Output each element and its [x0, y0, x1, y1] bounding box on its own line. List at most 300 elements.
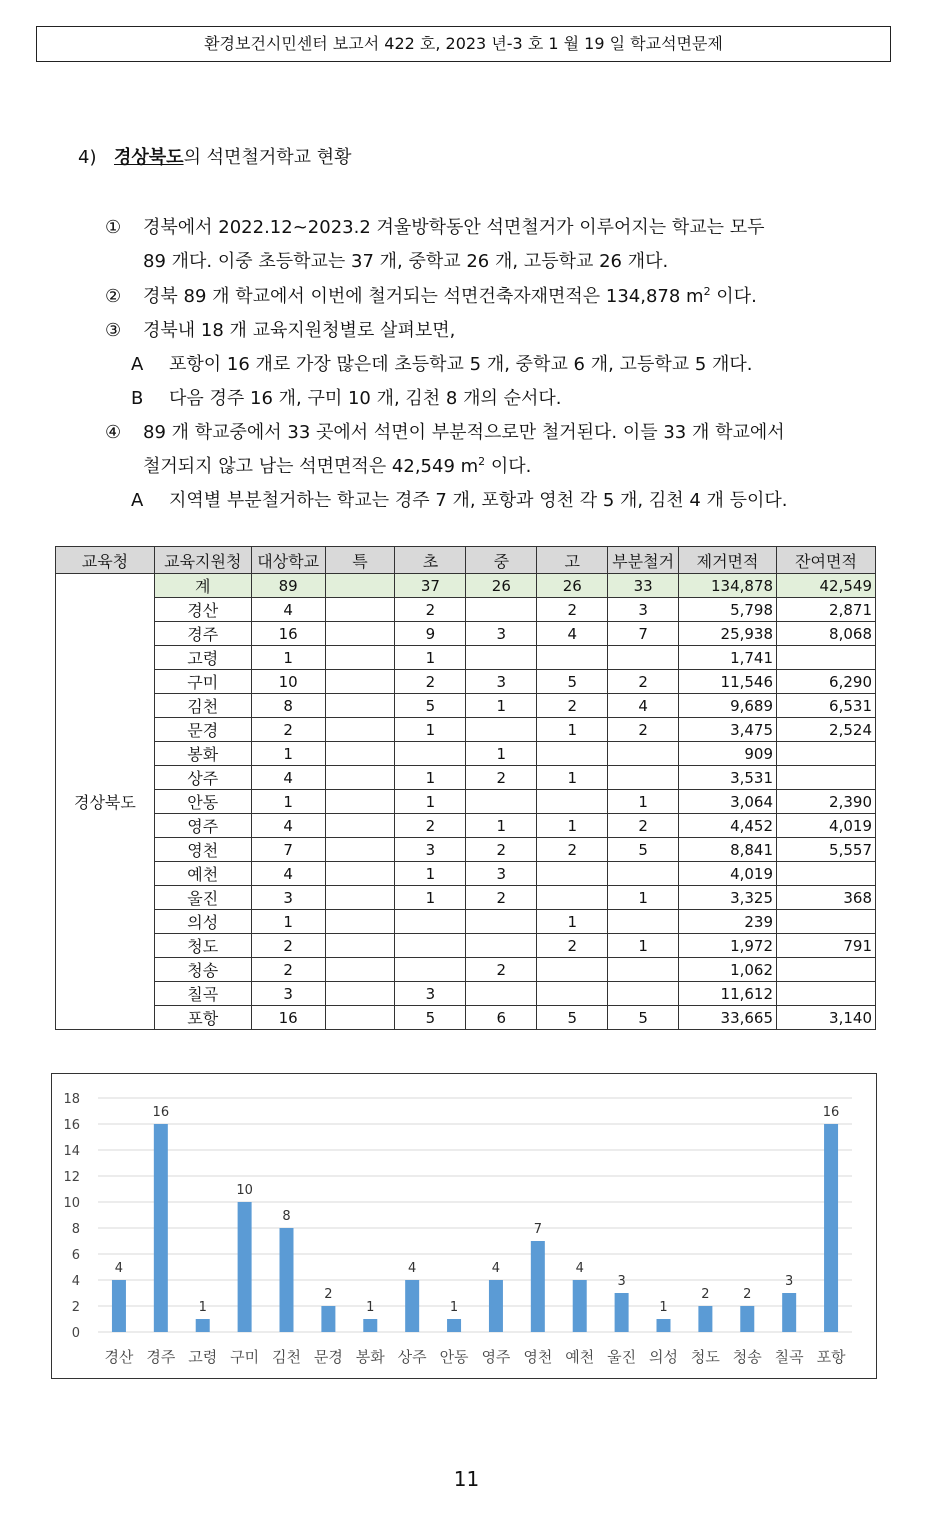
- table-cell-special: [325, 838, 395, 862]
- table-cell-mid: 6: [466, 1006, 537, 1030]
- table-cell-high: 5: [537, 1006, 608, 1030]
- table-cell-target: 89: [251, 574, 325, 598]
- data-label: 4: [408, 1261, 417, 1276]
- data-label: 4: [114, 1261, 124, 1276]
- table-cell-partial: 7: [608, 622, 679, 646]
- table-cell-high: [537, 886, 608, 910]
- table-total-row: [56, 574, 876, 598]
- table-row: [56, 598, 876, 622]
- data-label: 2: [324, 1287, 333, 1302]
- table-header-cell: 교육지원청: [154, 547, 251, 574]
- table-cell-target: 1: [251, 742, 325, 766]
- bar: [280, 1228, 294, 1332]
- table-cell-removed: 11,612: [679, 982, 777, 1006]
- table-cell-target: 8: [251, 694, 325, 718]
- table-header-cell: 대상학교: [251, 547, 325, 574]
- table-cell-removed: 25,938: [679, 622, 777, 646]
- table-district-cell: 의성: [154, 910, 251, 934]
- table-cell-high: 2: [537, 838, 608, 862]
- table-district-cell: 청송: [154, 958, 251, 982]
- table-district-cell: 경산: [154, 598, 251, 622]
- bar: [238, 1202, 252, 1332]
- table-cell-elem: 1: [395, 886, 466, 910]
- table-row: [56, 766, 876, 790]
- table-cell-target: 3: [251, 886, 325, 910]
- bar: [740, 1306, 754, 1332]
- table-cell-elem: 5: [395, 694, 466, 718]
- table-cell-elem: 2: [395, 814, 466, 838]
- schools-table: [55, 546, 876, 1030]
- table-district-cell: 예천: [154, 862, 251, 886]
- data-label: 1: [198, 1300, 207, 1315]
- table-cell-removed: 3,064: [679, 790, 777, 814]
- table-district-cell: 문경: [154, 718, 251, 742]
- paragraph-2-sup: 2: [703, 285, 711, 298]
- table-cell-elem: [395, 958, 466, 982]
- table-cell-partial: 5: [608, 1006, 679, 1030]
- paragraph-4-sup: 2: [478, 455, 486, 468]
- x-tick-label: 영천: [523, 1348, 553, 1366]
- table-cell-target: 1: [251, 790, 325, 814]
- table-cell-partial: 2: [608, 814, 679, 838]
- table-cell-special: [325, 862, 395, 886]
- paragraph-3b: [131, 384, 561, 410]
- table-cell-removed: 4,452: [679, 814, 777, 838]
- table-row: [56, 790, 876, 814]
- bar: [447, 1319, 461, 1332]
- x-tick-label: 청도: [690, 1348, 720, 1366]
- section-title-rest: 의 석면철거학교 현황: [183, 147, 352, 168]
- table-cell-high: [537, 982, 608, 1006]
- table-cell-remaining: [777, 646, 876, 670]
- data-label: 16: [152, 1105, 170, 1120]
- paragraph-4-text-1: 89 개 학교중에서 33 곳에서 석면이 부분적으로만 철거된다. 이들 33 개 학교에서: [143, 422, 785, 443]
- table-cell-special: [325, 598, 395, 622]
- table-cell-removed: 4,019: [679, 862, 777, 886]
- data-label: 1: [659, 1300, 668, 1315]
- paragraph-4-line-1: [105, 418, 785, 444]
- table-row: [56, 934, 876, 958]
- y-tick-label: 6: [71, 1248, 80, 1263]
- table-cell-mid: [466, 790, 537, 814]
- table-cell-removed: 1,972: [679, 934, 777, 958]
- table-cell-high: 1: [537, 814, 608, 838]
- data-label: 1: [449, 1300, 459, 1315]
- bar: [615, 1293, 629, 1332]
- table-header-cell: 초: [395, 547, 466, 574]
- table-cell-partial: 1: [608, 790, 679, 814]
- paragraph-4-line-2: [143, 452, 531, 478]
- table-cell-remaining: 6,531: [777, 694, 876, 718]
- paragraph-4-mark: ④: [105, 422, 122, 443]
- table-cell-partial: 1: [608, 934, 679, 958]
- table-cell-high: [537, 790, 608, 814]
- paragraph-2: [105, 282, 757, 308]
- table-district-cell: 경주: [154, 622, 251, 646]
- table-cell-elem: 37: [395, 574, 466, 598]
- table-cell-elem: 2: [395, 670, 466, 694]
- table-cell-target: 4: [251, 862, 325, 886]
- paragraph-3a-text: 포항이 16 개로 가장 많은데 초등학교 5 개, 중학교 6 개, 고등학교 5 개다.: [169, 354, 753, 375]
- paragraph-4-text-2: 철거되지 않고 남는 석면면적은 42,549 m: [143, 456, 479, 477]
- table-cell-elem: 1: [395, 646, 466, 670]
- table-cell-special: [325, 766, 395, 790]
- x-tick-label: 고령: [188, 1348, 218, 1366]
- x-tick-label: 김천: [272, 1348, 301, 1366]
- section-title-bold: 경상북도: [114, 147, 184, 168]
- table-cell-special: [325, 718, 395, 742]
- table-cell-mid: 26: [466, 574, 537, 598]
- table-cell-mid: 2: [466, 886, 537, 910]
- x-tick-label: 영주: [481, 1348, 511, 1366]
- table-cell-partial: [608, 958, 679, 982]
- table-cell-partial: [608, 910, 679, 934]
- table-cell-partial: 2: [608, 670, 679, 694]
- table-cell-special: [325, 886, 395, 910]
- table-district-cell: 상주: [154, 766, 251, 790]
- table-cell-special: [325, 790, 395, 814]
- bar-chart: [52, 1074, 876, 1378]
- table-cell-partial: 2: [608, 718, 679, 742]
- table-row: [56, 814, 876, 838]
- table-cell-remaining: [777, 766, 876, 790]
- data-label: 2: [743, 1287, 752, 1302]
- report-header: [36, 26, 891, 62]
- bar: [573, 1280, 587, 1332]
- table-header-cell: 잔여면적: [777, 547, 876, 574]
- table-cell-elem: [395, 934, 466, 958]
- data-label: 2: [701, 1287, 710, 1302]
- y-tick-label: 8: [71, 1222, 80, 1237]
- table-cell-target: 1: [251, 646, 325, 670]
- x-tick-label: 포항: [816, 1348, 846, 1366]
- table-row: [56, 838, 876, 862]
- table-cell-mid: 2: [466, 838, 537, 862]
- table-cell-removed: 11,546: [679, 670, 777, 694]
- table-cell-elem: 3: [395, 982, 466, 1006]
- bar: [824, 1124, 838, 1332]
- table-district-cell: 계: [154, 574, 251, 598]
- table-cell-removed: 9,689: [679, 694, 777, 718]
- x-tick-label: 안동: [439, 1348, 469, 1366]
- table-cell-remaining: [777, 982, 876, 1006]
- bar: [489, 1280, 503, 1332]
- x-tick-label: 경주: [146, 1348, 176, 1366]
- y-tick-label: 0: [71, 1326, 80, 1341]
- table-cell-mid: [466, 718, 537, 742]
- table-cell-target: 3: [251, 982, 325, 1006]
- table-cell-removed: 909: [679, 742, 777, 766]
- table-cell-remaining: 2,871: [777, 598, 876, 622]
- data-label: 8: [282, 1209, 291, 1224]
- table-cell-partial: [608, 646, 679, 670]
- paragraph-3b-text: 다음 경주 16 개, 구미 10 개, 김천 8 개의 순서다.: [169, 388, 562, 409]
- paragraph-3a-mark: A: [131, 354, 144, 375]
- table-header-cell: 특: [325, 547, 395, 574]
- bar: [782, 1293, 796, 1332]
- table-cell-remaining: 5,557: [777, 838, 876, 862]
- data-label: 1: [366, 1300, 375, 1315]
- table-body: [56, 574, 876, 1030]
- x-tick-label: 청송: [732, 1348, 762, 1366]
- table-cell-remaining: [777, 910, 876, 934]
- table-cell-target: 16: [251, 622, 325, 646]
- table-cell-removed: 3,325: [679, 886, 777, 910]
- data-label: 10: [236, 1183, 253, 1198]
- table-cell-remaining: [777, 958, 876, 982]
- bar: [657, 1319, 671, 1332]
- table-cell-remaining: 6,290: [777, 670, 876, 694]
- table-cell-mid: [466, 982, 537, 1006]
- table-row: [56, 742, 876, 766]
- x-tick-label: 경산: [104, 1348, 134, 1366]
- y-tick-label: 2: [71, 1300, 80, 1315]
- paragraph-4a-mark: A: [131, 490, 144, 511]
- bar: [112, 1280, 126, 1332]
- table-cell-high: 2: [537, 598, 608, 622]
- report-header-text: 환경보건시민센터 보고서 422 호, 2023 년-3 호 1 월 19 일 학교석면문제: [204, 34, 723, 53]
- table-cell-partial: 5: [608, 838, 679, 862]
- table-district-cell: 포항: [154, 1006, 251, 1030]
- table-cell-target: 1: [251, 910, 325, 934]
- paragraph-3b-mark: B: [131, 388, 144, 409]
- table-cell-high: 5: [537, 670, 608, 694]
- page-number: 11: [453, 1467, 480, 1491]
- table-row: [56, 646, 876, 670]
- table-cell-special: [325, 910, 395, 934]
- y-tick-label: 12: [63, 1170, 80, 1185]
- table-cell-remaining: 8,068: [777, 622, 876, 646]
- paragraph-3-text: 경북내 18 개 교육지원청별로 살펴보면,: [143, 320, 456, 341]
- table-row: [56, 862, 876, 886]
- data-label: 4: [575, 1261, 584, 1276]
- x-tick-label: 봉화: [355, 1348, 385, 1366]
- table-cell-mid: 2: [466, 958, 537, 982]
- paragraph-4-tail: 이다.: [485, 456, 532, 477]
- chart-container: [51, 1073, 877, 1379]
- table-cell-partial: 3: [608, 598, 679, 622]
- table-cell-high: 26: [537, 574, 608, 598]
- x-tick-label: 울진: [607, 1348, 637, 1366]
- table-cell-elem: 5: [395, 1006, 466, 1030]
- table-cell-mid: 3: [466, 862, 537, 886]
- table-cell-mid: 1: [466, 814, 537, 838]
- table-district-cell: 구미: [154, 670, 251, 694]
- table-cell-high: [537, 646, 608, 670]
- table-cell-remaining: 3,140: [777, 1006, 876, 1030]
- table-cell-high: [537, 958, 608, 982]
- table-cell-partial: [608, 766, 679, 790]
- bar: [405, 1280, 419, 1332]
- table-cell-remaining: 2,390: [777, 790, 876, 814]
- paragraph-4a: [131, 486, 788, 512]
- paragraph-2-mark: ②: [105, 286, 122, 307]
- paragraph-1-mark: ①: [105, 217, 122, 238]
- table-cell-high: 1: [537, 718, 608, 742]
- table-district-cell: 영주: [154, 814, 251, 838]
- table-cell-remaining: 368: [777, 886, 876, 910]
- table-cell-partial: [608, 862, 679, 886]
- y-tick-label: 10: [63, 1196, 80, 1211]
- data-label: 7: [533, 1222, 542, 1237]
- table-cell-elem: 2: [395, 598, 466, 622]
- table-cell-high: 2: [537, 934, 608, 958]
- table-district-cell: 칠곡: [154, 982, 251, 1006]
- table-cell-removed: 239: [679, 910, 777, 934]
- table-cell-mid: [466, 646, 537, 670]
- table-cell-target: 16: [251, 1006, 325, 1030]
- table-cell-removed: 8,841: [679, 838, 777, 862]
- y-tick-label: 4: [71, 1274, 80, 1289]
- bar: [363, 1319, 377, 1332]
- table-header-cell: 제거면적: [679, 547, 777, 574]
- table-cell-partial: 1: [608, 886, 679, 910]
- table-row: [56, 1006, 876, 1030]
- table-cell-remaining: [777, 862, 876, 886]
- table-cell-high: 2: [537, 694, 608, 718]
- table-district-cell: 고령: [154, 646, 251, 670]
- data-label: 4: [491, 1261, 501, 1276]
- table-cell-partial: 4: [608, 694, 679, 718]
- table-row: [56, 670, 876, 694]
- paragraph-1-text-1: 경북에서 2022.12~2023.2 겨울방학동안 석면철거가 이루어지는 학교는 모두: [143, 217, 765, 238]
- table-cell-elem: [395, 742, 466, 766]
- table-row: [56, 694, 876, 718]
- table-cell-mid: [466, 910, 537, 934]
- bar: [196, 1319, 210, 1332]
- table-cell-special: [325, 1006, 395, 1030]
- table-cell-high: [537, 862, 608, 886]
- paragraph-2-text: 경북 89 개 학교에서 이번에 철거되는 석면건축자재면적은 134,878 m: [143, 286, 704, 307]
- data-label: 3: [617, 1274, 626, 1289]
- table-cell-remaining: [777, 742, 876, 766]
- x-tick-label: 문경: [313, 1348, 343, 1366]
- x-tick-label: 칠곡: [774, 1348, 804, 1366]
- table-cell-elem: 1: [395, 718, 466, 742]
- paragraph-1-line-2: [143, 247, 668, 273]
- table-cell-removed: 3,475: [679, 718, 777, 742]
- x-tick-label: 예천: [565, 1348, 595, 1366]
- table-cell-remaining: 4,019: [777, 814, 876, 838]
- table-row: [56, 718, 876, 742]
- bar: [154, 1124, 168, 1332]
- table-cell-target: 10: [251, 670, 325, 694]
- table-cell-removed: 1,062: [679, 958, 777, 982]
- table-row: [56, 886, 876, 910]
- y-tick-label: 18: [63, 1092, 80, 1107]
- table-cell-elem: 3: [395, 838, 466, 862]
- table-cell-elem: 9: [395, 622, 466, 646]
- paragraph-4a-text: 지역별 부분철거하는 학교는 경주 7 개, 포항과 영천 각 5 개, 김천 4 개 등이다.: [169, 490, 788, 511]
- table-district-cell: 김천: [154, 694, 251, 718]
- data-label: 3: [785, 1274, 794, 1289]
- table-cell-special: [325, 982, 395, 1006]
- x-tick-label: 상주: [397, 1348, 427, 1366]
- table-header-row: [56, 547, 876, 574]
- table-cell-special: [325, 934, 395, 958]
- table-cell-mid: 3: [466, 670, 537, 694]
- table-cell-special: [325, 670, 395, 694]
- paragraph-1-text-2: 89 개다. 이중 초등학교는 37 개, 중학교 26 개, 고등학교 26 개다.: [143, 251, 669, 272]
- table-header-cell: 부분철거: [608, 547, 679, 574]
- table-cell-special: [325, 646, 395, 670]
- table-cell-remaining: 2,524: [777, 718, 876, 742]
- table-cell-mid: 1: [466, 694, 537, 718]
- table-district-cell: 봉화: [154, 742, 251, 766]
- bar: [321, 1306, 335, 1332]
- data-label: 16: [822, 1105, 840, 1120]
- table-cell-special: [325, 814, 395, 838]
- table-cell-target: 2: [251, 718, 325, 742]
- table-cell-partial: [608, 742, 679, 766]
- table-cell-special: [325, 694, 395, 718]
- bar: [531, 1241, 545, 1332]
- table-district-cell: 울진: [154, 886, 251, 910]
- table-row: [56, 910, 876, 934]
- table-cell-mid: 3: [466, 622, 537, 646]
- x-tick-label: 구미: [230, 1348, 260, 1366]
- table-header-cell: 중: [466, 547, 537, 574]
- table-cell-target: 7: [251, 838, 325, 862]
- table-cell-target: 2: [251, 958, 325, 982]
- section-title: [78, 143, 352, 169]
- table-row: [56, 958, 876, 982]
- table-cell-high: 1: [537, 910, 608, 934]
- table-district-cell: 영천: [154, 838, 251, 862]
- table-cell-remaining: 42,549: [777, 574, 876, 598]
- table-cell-elem: 1: [395, 862, 466, 886]
- y-tick-label: 16: [63, 1118, 80, 1133]
- table-cell-high: 1: [537, 766, 608, 790]
- table-cell-high: [537, 742, 608, 766]
- y-tick-label: 14: [63, 1144, 80, 1159]
- table-district-cell: 안동: [154, 790, 251, 814]
- table-cell-removed: 33,665: [679, 1006, 777, 1030]
- table-cell-target: 4: [251, 598, 325, 622]
- paragraph-1-line-1: [105, 213, 765, 239]
- table-cell-partial: [608, 982, 679, 1006]
- table-cell-target: 2: [251, 934, 325, 958]
- table-cell-removed: 134,878: [679, 574, 777, 598]
- paragraph-3a: [131, 350, 753, 376]
- table-header-cell: 교육청: [56, 547, 155, 574]
- table-cell-removed: 5,798: [679, 598, 777, 622]
- paragraph-2-tail: 이다.: [710, 286, 757, 307]
- table-cell-special: [325, 958, 395, 982]
- table-cell-elem: 1: [395, 766, 466, 790]
- table-cell-removed: 1,741: [679, 646, 777, 670]
- paragraph-3-mark: ③: [105, 320, 122, 341]
- table-cell-partial: 33: [608, 574, 679, 598]
- table-cell-mid: [466, 598, 537, 622]
- table-region-cell: 경상북도: [56, 574, 155, 1030]
- table-cell-special: [325, 574, 395, 598]
- table-cell-special: [325, 742, 395, 766]
- table-cell-remaining: 791: [777, 934, 876, 958]
- table-cell-special: [325, 622, 395, 646]
- table-cell-mid: 2: [466, 766, 537, 790]
- table-cell-target: 4: [251, 814, 325, 838]
- table-cell-elem: 1: [395, 790, 466, 814]
- table-district-cell: 청도: [154, 934, 251, 958]
- bar: [698, 1306, 712, 1332]
- table-row: [56, 982, 876, 1006]
- table-cell-removed: 3,531: [679, 766, 777, 790]
- table-cell-mid: [466, 934, 537, 958]
- section-number: 4): [78, 147, 97, 168]
- x-tick-label: 의성: [649, 1348, 678, 1366]
- table-cell-mid: 1: [466, 742, 537, 766]
